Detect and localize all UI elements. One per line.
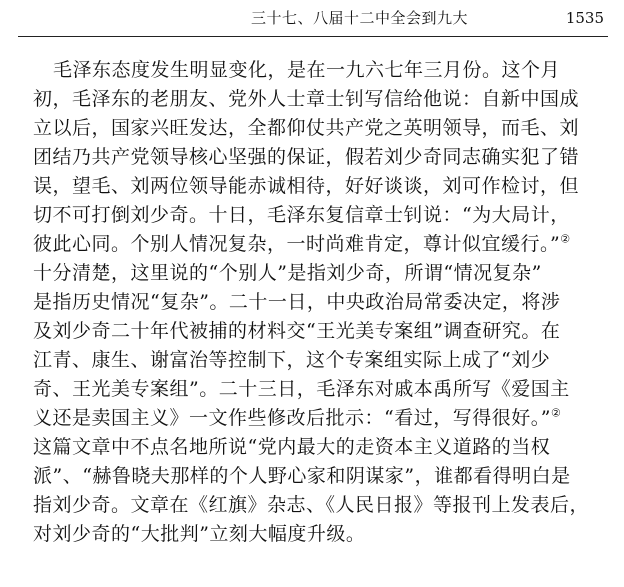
text-line: 义还是卖国主义》一文作些修改后批示：“看过，写得很好。” — [33, 407, 551, 429]
text-line: 江青、康生、谢富治等控制下，这个专案组实际上成了“刘少 — [33, 349, 551, 371]
text-line: 毛泽东态度发生明显变化，是在一九六七年三月份。这个月 — [53, 59, 561, 81]
page-number: 1535 — [565, 9, 604, 27]
text-line: 派”、“赫鲁晓夫那样的个人野心家和阴谋家”，谁都看得明白是 — [33, 465, 571, 487]
text-line: 立以后，国家兴旺发达，全都仰仗共产党之英明领导，而毛、刘 — [33, 117, 580, 139]
header-rule — [18, 36, 608, 37]
text-line: 是指历史情况“复杂”。二十一日，中央政治局常委决定，将涉 — [33, 291, 561, 313]
text-line: 这篇文章中不点名地所说“党内最大的走资本主义道路的当权 — [33, 436, 551, 458]
text-line: 对刘少奇的“大批判”立刻大幅度升级。 — [33, 523, 366, 545]
text-line: 团结乃共产党领导核心坚强的保证，假若刘少奇同志确实犯了错 — [33, 146, 580, 168]
running-header — [0, 8, 624, 28]
body-paragraph — [33, 56, 618, 549]
text-line: 彼此心同。个别人情况复杂，一时尚难肯定，尊计似宜缓行。” — [33, 233, 561, 255]
chapter-title: 三十七、八届十二中全会到九大 — [251, 9, 469, 27]
text-line: 误，望毛、刘两位领导能赤诚相待，好好谈谈，刘可作检讨，但 — [33, 175, 580, 197]
text-line-with-footnote — [33, 230, 618, 259]
text-line: 初，毛泽东的老朋友、党外人士章士钊写信给他说：自新中国成 — [33, 88, 580, 110]
text-line-with-footnote — [33, 404, 618, 433]
text-line: 及刘少奇二十年代被捕的材料交“王光美专案组”调查研究。在 — [33, 320, 561, 342]
text-line: 指刘少奇。文章在《红旗》杂志、《人民日报》等报刊上发表后， — [33, 494, 590, 516]
footnote-mark: ② — [550, 406, 562, 420]
footnote-mark: ② — [560, 232, 571, 246]
text-line: 切不可打倒刘少奇。十日，毛泽东复信章士钊说：“为大局计， — [33, 204, 570, 226]
text-line: 十分清楚，这里说的“个别人”是指刘少奇，所谓“情况复杂” — [33, 262, 542, 284]
text-line: 奇、王光美专案组”。二十三日，毛泽东对戚本禹所写《爱国主 — [33, 378, 570, 400]
